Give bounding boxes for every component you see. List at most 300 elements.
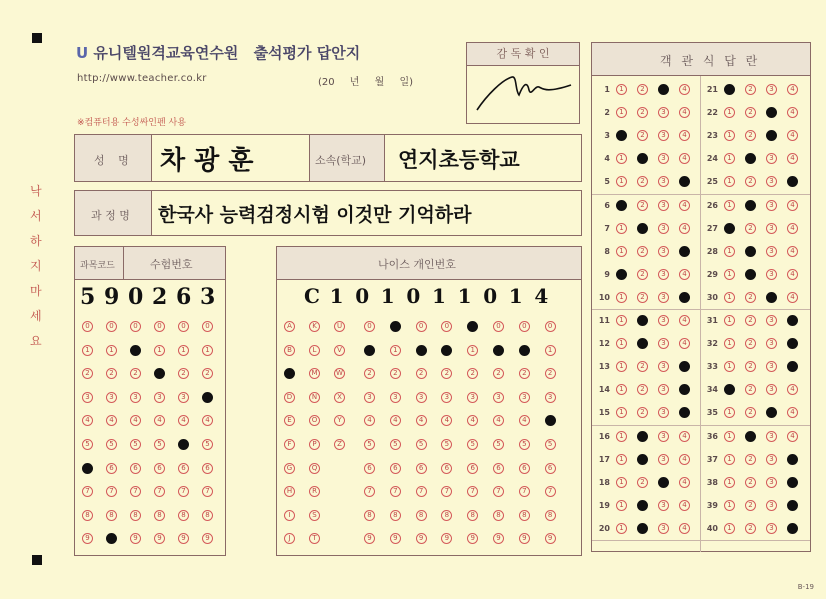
- exam-bubble: 1: [202, 345, 213, 356]
- neis-digit-bubble: 2: [545, 368, 556, 379]
- answer-bubble: 3: [658, 454, 669, 465]
- neis-digit-bubble: 2: [364, 368, 375, 379]
- exam-bubble: 9: [154, 533, 165, 544]
- supervisor-box: [466, 42, 580, 124]
- neis-char: 1: [457, 284, 472, 308]
- neis-digit-bubble: 2: [441, 368, 452, 379]
- answer-bubble: 3: [766, 523, 777, 534]
- answer-bubble: 4: [679, 454, 690, 465]
- answer-bubble: 1: [724, 269, 735, 280]
- question-number: 5: [604, 177, 610, 187]
- exam-number-digit: 6: [176, 284, 192, 310]
- answer-bubble: 2: [745, 454, 756, 465]
- answer-bubble: 4: [787, 200, 798, 211]
- answer-bubble: 1: [724, 246, 735, 257]
- neis-char: 1: [380, 284, 395, 308]
- answer-bubble: 1: [616, 431, 627, 442]
- neis-char: 0: [406, 284, 421, 308]
- answer-bubble: 1: [724, 292, 735, 303]
- exam-bubble: 7: [202, 486, 213, 497]
- answer-bubble: 1: [724, 523, 735, 534]
- institute-name: 유니텔원격교육연수원: [93, 44, 239, 62]
- exam-bubble: 6: [178, 463, 189, 474]
- answer-bubble: 1: [616, 500, 627, 511]
- neis-letter-bubble: O: [309, 415, 320, 426]
- question-number: 1: [604, 85, 610, 94]
- answer-bubble: 2: [637, 292, 648, 303]
- exam-bubble: 7: [106, 486, 117, 497]
- neis-digit-bubble: 6: [545, 463, 556, 474]
- neis-digit-bubble: 3: [364, 392, 375, 403]
- answer-bubble: 3: [766, 223, 777, 234]
- neis-digit-bubble: 3: [467, 392, 478, 403]
- neis-digit-bubble: 8: [441, 510, 452, 521]
- neis-digit-bubble: 3: [416, 392, 427, 403]
- neis-digit-bubble: 1: [390, 345, 401, 356]
- answer-bubble: 2: [637, 200, 648, 211]
- neis-digit-bubble: 1: [364, 345, 375, 356]
- exam-bubble: 8: [130, 510, 141, 521]
- answer-bubble: 1: [724, 176, 735, 187]
- answer-bubble: 4: [679, 431, 690, 442]
- answer-bubble: 3: [658, 292, 669, 303]
- answer-bubble: 2: [745, 176, 756, 187]
- question-number: 7: [604, 223, 610, 233]
- exam-bubble: 5: [106, 439, 117, 450]
- exam-bubble: 6: [202, 463, 213, 474]
- pen-note: ※컴퓨터용 수성싸인펜 사용: [77, 118, 186, 128]
- question-number: 31: [706, 316, 718, 325]
- exam-bubble: 1: [154, 345, 165, 356]
- answer-bubble: 2: [637, 223, 648, 234]
- question-number: 6: [604, 200, 610, 210]
- neis-digit-bubble: 0: [390, 321, 401, 332]
- neis-digit-bubble: 9: [519, 533, 530, 544]
- question-number: 40: [706, 523, 718, 533]
- exam-bubble: 1: [130, 345, 141, 356]
- neis-digit-bubble: 8: [467, 510, 478, 521]
- neis-letter-bubble: M: [309, 368, 320, 379]
- neis-digit-bubble: 8: [545, 510, 556, 521]
- question-number: 22: [706, 108, 718, 118]
- answer-bubble: 4: [787, 407, 798, 418]
- answer-bubble: 2: [745, 153, 756, 164]
- course-label: 과 정 명: [91, 209, 130, 222]
- neis-digit-bubble: 8: [519, 510, 530, 521]
- neis-char: 0: [355, 284, 370, 308]
- neis-digit-bubble: 7: [545, 486, 556, 497]
- exam-number-label: 수험번호: [150, 258, 193, 271]
- supervisor-signature: [467, 65, 579, 123]
- answer-bubble: 3: [766, 84, 777, 95]
- neis-digit-bubble: 1: [519, 345, 530, 356]
- neis-digit-bubble: 6: [467, 463, 478, 474]
- neis-digit-bubble: 6: [416, 463, 427, 474]
- answer-bubble: 3: [658, 84, 669, 95]
- exam-bubble: 6: [130, 463, 141, 474]
- answer-bubble: 1: [616, 130, 627, 141]
- exam-number-digit: 9: [104, 284, 120, 310]
- neis-digit-bubble: 7: [390, 486, 401, 497]
- question-number: 15: [598, 408, 610, 418]
- answer-bubble: 4: [679, 269, 690, 280]
- answer-bubble: 4: [787, 246, 798, 257]
- answer-bubble: 4: [679, 200, 690, 211]
- answer-bubble: 3: [658, 223, 669, 234]
- exam-bubble: 3: [82, 392, 93, 403]
- neis-digit-bubble: 1: [467, 345, 478, 356]
- neis-digit-bubble: 9: [441, 533, 452, 544]
- neis-letter-bubble: T: [309, 533, 320, 544]
- neis-digit-bubble: 4: [519, 415, 530, 426]
- neis-digit-bubble: 1: [441, 345, 452, 356]
- answer-bubble: 2: [745, 523, 756, 534]
- neis-digit-bubble: 0: [493, 321, 504, 332]
- answer-bubble: 2: [745, 384, 756, 395]
- neis-char: 4: [534, 284, 549, 308]
- neis-letter-bubble: E: [284, 415, 295, 426]
- neis-letter-bubble: L: [309, 345, 320, 356]
- answer-bubble: 4: [679, 523, 690, 534]
- answer-bubble: 4: [679, 84, 690, 95]
- answer-bubble: 2: [745, 84, 756, 95]
- answer-bubble: 4: [787, 523, 798, 534]
- exam-bubble: 8: [82, 510, 93, 521]
- question-number: 25: [706, 177, 718, 187]
- answer-bubble: 4: [679, 130, 690, 141]
- answer-bubble: 2: [745, 361, 756, 372]
- exam-bubble: 5: [154, 439, 165, 450]
- exam-bubble: 7: [154, 486, 165, 497]
- neis-digit-bubble: 9: [416, 533, 427, 544]
- answer-bubble: 4: [679, 292, 690, 303]
- site-url: http://www.teacher.co.kr: [77, 73, 207, 84]
- answer-bubble: 2: [745, 200, 756, 211]
- question-number: 37: [706, 454, 718, 464]
- answer-bubble: 1: [616, 153, 627, 164]
- answer-bubble: 1: [724, 107, 735, 118]
- answer-bubble: 1: [616, 223, 627, 234]
- exam-bubble: 3: [106, 392, 117, 403]
- neis-digit-bubble: 2: [519, 368, 530, 379]
- question-number: 13: [598, 362, 610, 372]
- question-number: 32: [706, 339, 718, 349]
- answer-bubble: 1: [616, 315, 627, 326]
- answer-bubble: 3: [766, 477, 777, 488]
- side-text-char: 마: [30, 284, 42, 298]
- neis-letter-bubble: Z: [334, 439, 345, 450]
- answer-bubble: 1: [724, 338, 735, 349]
- answer-bubble: 1: [616, 477, 627, 488]
- neis-digit-bubble: 4: [390, 415, 401, 426]
- answer-bubble: 2: [745, 407, 756, 418]
- exam-bubble: 5: [130, 439, 141, 450]
- answer-bubble: 3: [658, 130, 669, 141]
- neis-digit-bubble: 3: [493, 392, 504, 403]
- exam-bubble: 0: [106, 321, 117, 332]
- answer-bubble: 4: [787, 315, 798, 326]
- neis-digit-bubble: 6: [441, 463, 452, 474]
- neis-digit-bubble: 9: [467, 533, 478, 544]
- neis-digit-bubble: 5: [390, 439, 401, 450]
- question-number: 26: [706, 200, 718, 210]
- neis-digit-bubble: 9: [493, 533, 504, 544]
- neis-digit-bubble: 3: [390, 392, 401, 403]
- answer-bubble: 2: [637, 84, 648, 95]
- neis-letter-bubble: Q: [309, 463, 320, 474]
- answer-bubble: 1: [724, 200, 735, 211]
- exam-bubble: 8: [178, 510, 189, 521]
- question-number: 11: [598, 316, 610, 325]
- answer-bubble: 4: [787, 338, 798, 349]
- answer-bubble: 4: [787, 292, 798, 303]
- neis-digit-bubble: 3: [441, 392, 452, 403]
- neis-letter-bubble: B: [284, 345, 295, 356]
- answer-bubble: 4: [787, 477, 798, 488]
- answer-bubble: 1: [724, 130, 735, 141]
- answer-bubble: 3: [766, 407, 777, 418]
- exam-bubble: 8: [154, 510, 165, 521]
- side-text-char: 세: [30, 309, 42, 323]
- answer-bubble: 3: [658, 315, 669, 326]
- answer-bubble: 1: [616, 361, 627, 372]
- answer-bubble: 4: [787, 107, 798, 118]
- neis-digit-bubble: 7: [467, 486, 478, 497]
- date-label: (20 년 월 일): [318, 77, 414, 88]
- neis-digit-bubble: 3: [519, 392, 530, 403]
- answer-bubble: 3: [766, 200, 777, 211]
- neis-letter-bubble: V: [334, 345, 345, 356]
- question-number: 33: [706, 362, 718, 372]
- neis-digit-bubble: 2: [467, 368, 478, 379]
- answer-bubble: 2: [637, 269, 648, 280]
- neis-digit-bubble: 0: [364, 321, 375, 332]
- answer-bubble: 3: [658, 200, 669, 211]
- exam-bubble: 1: [106, 345, 117, 356]
- answer-bubble: 4: [679, 407, 690, 418]
- answer-bubble: 3: [658, 500, 669, 511]
- neis-letter-bubble: K: [309, 321, 320, 332]
- neis-digit-bubble: 1: [416, 345, 427, 356]
- neis-digit-bubble: 4: [416, 415, 427, 426]
- question-number: 24: [706, 154, 718, 164]
- question-number: 2: [604, 108, 610, 118]
- answer-bubble: 2: [745, 107, 756, 118]
- answer-bubble: 1: [724, 384, 735, 395]
- neis-digit-bubble: 2: [390, 368, 401, 379]
- neis-digit-bubble: 1: [545, 345, 556, 356]
- form-code: B-19: [797, 583, 814, 591]
- exam-bubble: 3: [202, 392, 213, 403]
- answer-bubble: 2: [745, 223, 756, 234]
- side-text-char: 요: [30, 334, 42, 348]
- neis-digit-bubble: 4: [467, 415, 478, 426]
- answer-bubble: 3: [766, 431, 777, 442]
- neis-digit-bubble: 8: [390, 510, 401, 521]
- question-number: 28: [706, 246, 718, 256]
- exam-number-digit: 2: [152, 284, 168, 310]
- question-number: 17: [598, 454, 610, 464]
- answer-bubble: 3: [658, 107, 669, 118]
- answer-bubble: 1: [616, 269, 627, 280]
- exam-bubble: 7: [130, 486, 141, 497]
- exam-bubble: 4: [154, 415, 165, 426]
- answer-bubble: 3: [658, 246, 669, 257]
- exam-bubble: 9: [178, 533, 189, 544]
- neis-digit-bubble: 1: [493, 345, 504, 356]
- neis-digit-bubble: 7: [441, 486, 452, 497]
- name-value: 차 광 훈: [160, 146, 254, 176]
- answer-bubble: 4: [787, 269, 798, 280]
- neis-letter-bubble: X: [334, 392, 345, 403]
- question-number: 12: [598, 339, 610, 349]
- exam-bubble: 6: [82, 463, 93, 474]
- answer-bubble: 3: [658, 176, 669, 187]
- answer-bubble: 3: [658, 338, 669, 349]
- exam-bubble: 2: [202, 368, 213, 379]
- brand-logo: [76, 42, 360, 63]
- neis-digit-bubble: 2: [416, 368, 427, 379]
- answer-bubble: 2: [637, 384, 648, 395]
- answer-bubble: 2: [745, 269, 756, 280]
- neis-letter-bubble: J: [284, 533, 295, 544]
- answer-bubble: 2: [637, 107, 648, 118]
- question-number: 23: [706, 131, 718, 141]
- neis-digit-bubble: 7: [416, 486, 427, 497]
- question-number: 38: [706, 477, 718, 487]
- answer-bubble: 3: [766, 176, 777, 187]
- answer-bubble: 2: [637, 176, 648, 187]
- answer-bubble: 2: [745, 292, 756, 303]
- neis-digit-bubble: 5: [519, 439, 530, 450]
- answer-bubble: 4: [787, 84, 798, 95]
- answer-bubble: 4: [679, 500, 690, 511]
- exam-bubble: 2: [178, 368, 189, 379]
- answer-bubble: 2: [637, 454, 648, 465]
- neis-digit-bubble: 3: [545, 392, 556, 403]
- answer-bubble: 3: [766, 107, 777, 118]
- side-text-char: 지: [30, 259, 42, 273]
- answer-bubble: 2: [637, 315, 648, 326]
- answer-bubble: 1: [724, 407, 735, 418]
- neis-digit-bubble: 7: [493, 486, 504, 497]
- exam-bubble: 5: [82, 439, 93, 450]
- neis-letter-bubble: N: [309, 392, 320, 403]
- neis-digit-bubble: 6: [364, 463, 375, 474]
- exam-bubble: 1: [82, 345, 93, 356]
- neis-digit-bubble: 5: [441, 439, 452, 450]
- neis-digit-bubble: 8: [416, 510, 427, 521]
- exam-bubble: 8: [202, 510, 213, 521]
- neis-digit-bubble: 8: [364, 510, 375, 521]
- answer-bubble: 2: [745, 315, 756, 326]
- neis-letter-bubble: P: [309, 439, 320, 450]
- answer-bubble: 2: [745, 500, 756, 511]
- exam-number-digit: 5: [80, 284, 96, 310]
- neis-digit-bubble: 4: [441, 415, 452, 426]
- question-number: 30: [706, 292, 718, 302]
- neis-digit-bubble: 2: [493, 368, 504, 379]
- answer-bubble: 3: [658, 523, 669, 534]
- answer-bubble: 2: [745, 246, 756, 257]
- answer-column-divider: [700, 76, 701, 552]
- timing-mark: [32, 33, 42, 43]
- answer-bubble: 1: [616, 384, 627, 395]
- side-text-char: 서: [30, 209, 42, 223]
- exam-bubble: 4: [106, 415, 117, 426]
- answer-bubble: 2: [637, 338, 648, 349]
- answer-separator: [592, 540, 810, 541]
- question-number: 27: [706, 223, 718, 233]
- sheet-title: 출석평가 답안지: [253, 44, 361, 62]
- answer-bubble: 2: [637, 246, 648, 257]
- answer-bubble: 3: [658, 477, 669, 488]
- neis-digit-bubble: 5: [493, 439, 504, 450]
- affiliation-label: 소속(학교): [315, 154, 367, 167]
- exam-bubble: 9: [130, 533, 141, 544]
- answer-bubble: 1: [616, 200, 627, 211]
- neis-letter-bubble: H: [284, 486, 295, 497]
- answer-bubble: 1: [724, 500, 735, 511]
- answer-bubble: 1: [724, 153, 735, 164]
- neis-digit-bubble: 0: [416, 321, 427, 332]
- neis-letter-bubble: S: [309, 510, 320, 521]
- question-number: 20: [598, 523, 610, 533]
- answer-separator: [592, 309, 810, 310]
- neis-digit-bubble: 4: [364, 415, 375, 426]
- neis-letter-bubble: Y: [334, 415, 345, 426]
- neis-digit-bubble: 7: [519, 486, 530, 497]
- answer-bubble: 3: [766, 153, 777, 164]
- neis-digit-bubble: 6: [493, 463, 504, 474]
- exam-bubble: 9: [202, 533, 213, 544]
- exam-bubble: 4: [130, 415, 141, 426]
- neis-letter-bubble: F: [284, 439, 295, 450]
- answer-bubble: 2: [637, 477, 648, 488]
- answer-bubble: 2: [637, 500, 648, 511]
- question-number: 39: [706, 500, 718, 510]
- question-number: 36: [706, 431, 718, 441]
- answer-bubble: 3: [658, 384, 669, 395]
- answer-bubble: 4: [679, 315, 690, 326]
- answer-bubble: 2: [637, 153, 648, 164]
- answer-bubble: 1: [616, 107, 627, 118]
- answer-bubble: 4: [679, 176, 690, 187]
- exam-bubble: 2: [130, 368, 141, 379]
- answer-bubble: 2: [745, 477, 756, 488]
- question-number: 10: [598, 292, 610, 302]
- answer-bubble: 3: [658, 431, 669, 442]
- answer-bubble: 3: [658, 153, 669, 164]
- answer-bubble: 3: [766, 246, 777, 257]
- answer-bubble: 4: [679, 338, 690, 349]
- neis-letter-bubble: D: [284, 392, 295, 403]
- exam-bubble: 6: [106, 463, 117, 474]
- answer-bubble: 1: [724, 431, 735, 442]
- neis-digit-bubble: 6: [390, 463, 401, 474]
- answer-bubble: 3: [766, 454, 777, 465]
- answer-bubble: 4: [679, 107, 690, 118]
- answer-bubble: 2: [637, 361, 648, 372]
- neis-letter-bubble: U: [334, 321, 345, 332]
- question-number: 4: [604, 154, 610, 164]
- question-number: 3: [604, 131, 610, 141]
- neis-digit-bubble: 5: [545, 439, 556, 450]
- answers-title: 객 관 식 답 란: [660, 54, 758, 68]
- answer-bubble: 3: [766, 269, 777, 280]
- answer-bubble: 1: [616, 338, 627, 349]
- exam-bubble: 1: [178, 345, 189, 356]
